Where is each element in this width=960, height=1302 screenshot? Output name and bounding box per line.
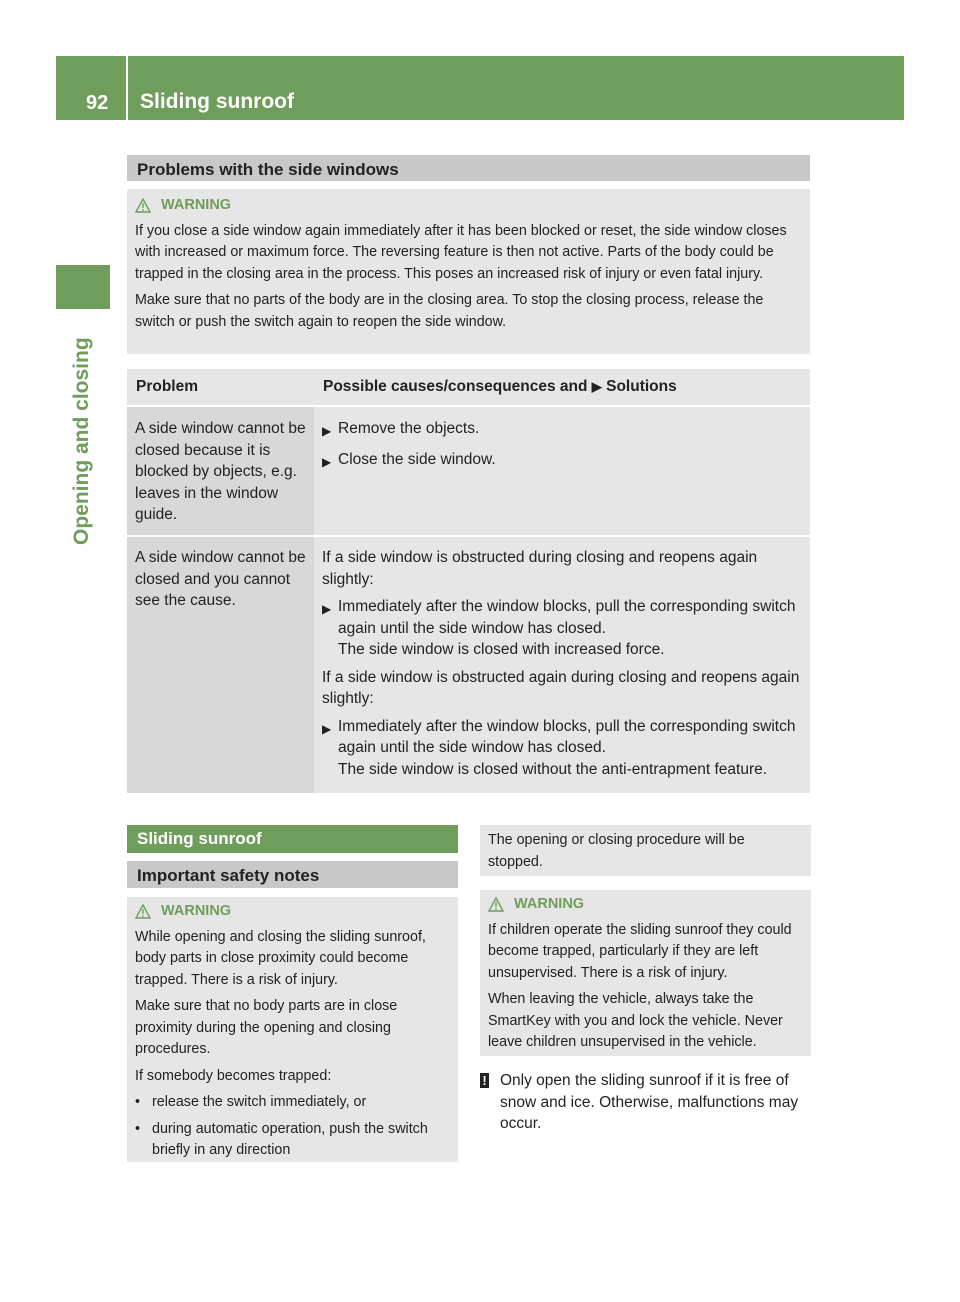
solution-step (322, 418, 802, 443)
table-cell-solution (314, 537, 810, 793)
step-arrow-icon: ▶ (322, 602, 332, 616)
table-row (127, 537, 810, 793)
warning-paragraph: Make sure that no parts of the body are in the closing area. To stop the closing process, release the switch or push the switch again to reopen the side window. (135, 292, 764, 330)
step-arrow-icon: ▶ (322, 454, 332, 469)
warning-box-side-windows (127, 189, 810, 354)
table-header-row (127, 369, 810, 405)
step-text: Immediately after the window blocks, pull the corresponding switch again until the side window has closed. (338, 717, 796, 756)
warning-paragraph: If somebody becomes trapped: (135, 1067, 332, 1084)
step-result: The side window is closed without the anti-entrapment feature. (338, 760, 768, 778)
warning-title (135, 901, 450, 923)
section-heading-sliding-sunroof: Sliding sunroof (127, 825, 458, 853)
step-text: Remove the objects. (338, 420, 480, 437)
step-arrow-icon: ▶ (322, 721, 332, 736)
side-tab-block (56, 265, 110, 309)
warning-label: WARNING (161, 903, 232, 919)
warning-paragraph: If children operate the sliding sunroof they could become trapped, particularly if they are left unsupervised. There is a risk of injury. (488, 921, 792, 981)
note-exclamation-icon: ! (480, 1070, 500, 1135)
bullet-dot-icon: • (135, 1120, 141, 1137)
section-heading-side-windows: Problems with the side windows (127, 155, 810, 181)
step-body (338, 596, 802, 661)
warning-box-children (480, 890, 811, 1056)
table-header-problem: Problem (127, 369, 314, 405)
warning-continued-text: The opening or closing procedure will be stopped. (488, 832, 745, 870)
step-body (338, 716, 802, 781)
warning-title (488, 894, 803, 916)
note-text: Only open the sliding sunroof if it is free of snow and ice. Otherwise, malfunctions may occur. (500, 1072, 799, 1132)
table-cell-solution (314, 407, 810, 535)
step-text: Immediately after the window blocks, pull the corresponding switch again until the side window has closed. (338, 598, 796, 637)
bullet-text: release the switch immediately, or (152, 1094, 367, 1110)
header-solutions-text: Solutions (606, 378, 677, 395)
solution-step (322, 596, 802, 661)
warning-triangle-icon (135, 198, 151, 213)
table-header-causes (314, 369, 810, 405)
solutions-arrow-icon: ▶ (591, 379, 602, 394)
bullet-item (135, 1119, 450, 1162)
warning-paragraph: If you close a side window again immediately after it has been blocked or reset, the side window closes with increased or maximum force. The reversing feature is then not active. Parts of the body could be trapped in the closing area in the process. This poses an increased risk of injury or even fatal injury. (135, 222, 787, 282)
table-cell-problem: A side window cannot be closed because it is blocked by objects, e.g. leaves in the window guide. (127, 407, 314, 535)
warning-paragraph: While opening and closing the sliding sunroof, body parts in close proximity could become trapped. There is a risk of injury. (135, 928, 426, 988)
page-number: 92 (56, 56, 126, 120)
side-chapter-label: Opening and closing (70, 337, 93, 545)
table-cell-problem: A side window cannot be closed and you cannot see the cause. (127, 537, 314, 793)
warning-paragraph: When leaving the vehicle, always take the SmartKey with you and lock the vehicle. Never leave children unsupervised in the vehicle. (488, 991, 783, 1050)
warning-box-sunroof (127, 897, 458, 1162)
solution-step (322, 449, 802, 474)
solution-intro: If a side window is obstructed again during closing and reopens again slightly: (322, 668, 800, 707)
solution-intro: If a side window is obstructed during closing and reopens again slightly: (322, 549, 758, 588)
warning-triangle-icon (488, 897, 504, 912)
bullet-dot-icon: • (135, 1094, 141, 1110)
note-snow-ice (480, 1070, 811, 1135)
bullet-text: during automatic operation, push the switch briefly in any direction (152, 1120, 428, 1158)
solution-step (322, 716, 802, 781)
page-header-title: Sliding sunroof (128, 56, 904, 120)
step-arrow-icon: ▶ (322, 424, 332, 438)
step-result: The side window is closed with increased force. (338, 641, 665, 658)
bullet-item (135, 1092, 450, 1114)
warning-label: WARNING (514, 896, 585, 912)
subheading-safety-notes: Important safety notes (127, 861, 458, 888)
step-text: Close the side window. (338, 450, 496, 468)
warning-triangle-icon (135, 904, 151, 919)
warning-label: WARNING (161, 197, 232, 213)
warning-title (135, 195, 802, 217)
warning-continued-box (480, 825, 811, 876)
troubleshooting-table (127, 369, 810, 793)
warning-paragraph: Make sure that no body parts are in close proximity during the opening and closing procedures. (135, 998, 398, 1057)
header-causes-text: Possible causes/consequences and (323, 378, 588, 395)
table-row (127, 407, 810, 535)
